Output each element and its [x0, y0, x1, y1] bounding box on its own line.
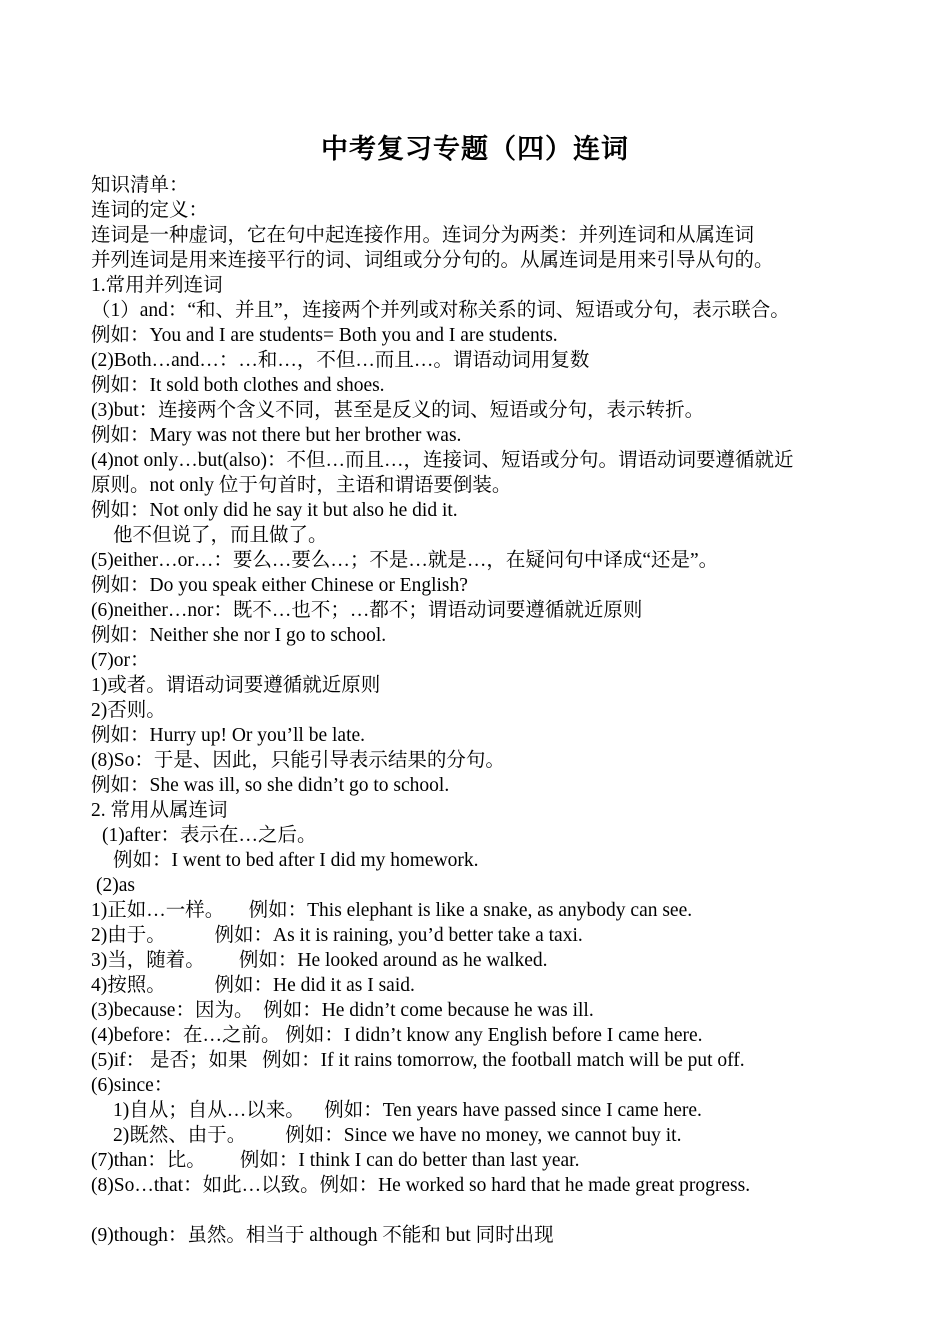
- text-line: 3)当，随着。 例如：He looked around as he walked.: [91, 950, 548, 971]
- text-line: (2)Both…and…：…和…，不但…而且…。谓语动词用复数: [91, 350, 590, 371]
- text-line: (8)So：于是、因此，只能引导表示结果的分句。: [91, 750, 505, 771]
- text-line: (5)if： 是否；如果 例如：If it rains tomorrow, the football match will be put off.: [91, 1050, 745, 1071]
- text-line: (2)as: [96, 875, 135, 896]
- blank-spacer: [91, 1198, 881, 1223]
- example-line: 例如：Hurry up! Or you’ll be late.: [91, 725, 366, 746]
- section-heading-subordinating: 2. 常用从属连词: [91, 800, 228, 821]
- text-line: (5)either…or…：要么…要么…；不是…就是…，在疑问句中译成“还是”。: [91, 550, 719, 571]
- text-line: 2)否则。: [91, 700, 166, 721]
- text-line: 连词是一种虚词，它在句中起连接作用。连词分为两类：并列连词和从属连词: [91, 225, 755, 246]
- text-line: 1)或者。谓语动词要遵循就近原则: [91, 675, 381, 696]
- example-line: 例如：She was ill, so she didn’t go to school.: [91, 775, 450, 796]
- text-line: (7)or：: [91, 650, 150, 671]
- document-title: 中考复习专题（四）连词: [321, 134, 629, 164]
- example-line: 例如：You and I are students= Both you and I are students.: [91, 325, 558, 346]
- text-line: (3)because：因为。 例如：He didn’t come because he was ill.: [91, 1000, 594, 1021]
- example-line: 例如：Neither she nor I go to school.: [91, 625, 387, 646]
- translation-line: 他不但说了，而且做了。: [113, 525, 328, 546]
- text-line: (6)neither…nor：既不…也不；…都不；谓语动词要遵循就近原则: [91, 600, 643, 621]
- example-line: 例如：Mary was not there but her brother was.: [91, 425, 462, 446]
- text-line: (9)though：虽然。相当于 although 不能和 but 同时出现: [91, 1225, 554, 1246]
- text-line: 1)正如…一样。 例如：This elephant is like a snake, as anybody can see.: [91, 900, 693, 921]
- document-body: [91, 173, 881, 1248]
- text-line: (6)since：: [91, 1075, 174, 1096]
- text-line: (4)before：在…之前。 例如：I didn’t know any English before I came here.: [91, 1025, 703, 1046]
- text-line: (1)after：表示在…之后。: [102, 825, 317, 846]
- example-line: 例如：It sold both clothes and shoes.: [91, 375, 385, 396]
- section-heading-knowledge: 知识清单：: [91, 175, 189, 196]
- text-line: 1)自从；自从…以来。 例如：Ten years have passed since I came here.: [113, 1100, 702, 1121]
- example-line: 例如：Do you speak either Chinese or English?: [91, 575, 468, 596]
- text-line: (7)than：比。 例如：I think I can do better than last year.: [91, 1150, 580, 1171]
- text-line: 并列连词是用来连接平行的词、词组或分分句的。从属连词是用来引导从句的。: [91, 250, 774, 271]
- example-line: 例如：I went to bed after I did my homework.: [113, 850, 479, 871]
- example-line: 例如：Not only did he say it but also he did it.: [91, 500, 458, 521]
- text-line: 2)既然、由于。 例如：Since we have no money, we cannot buy it.: [113, 1125, 682, 1146]
- text-line: (4)not only…but(also)：不但…而且…，连接词、短语或分句。谓语动词要遵循就近: [91, 450, 794, 471]
- text-line: 4)按照。 例如：He did it as I said.: [91, 975, 415, 996]
- text-line: (8)So…that：如此…以致。例如：He worked so hard that he made great progress.: [91, 1175, 751, 1196]
- text-line: 2)由于。 例如：As it is raining, you’d better take a taxi.: [91, 925, 583, 946]
- text-line: (3)but：连接两个含义不同，甚至是反义的词、短语或分句，表示转折。: [91, 400, 705, 421]
- section-heading-coordinating: 1.常用并列连词: [91, 275, 223, 296]
- text-line: 原则。not only 位于句首时，主语和谓语要倒装。: [91, 475, 512, 496]
- definition-heading: 连词的定义：: [91, 200, 209, 221]
- text-line: （1）and：“和、并且”，连接两个并列或对称关系的词、短语或分句，表示联合。: [91, 300, 790, 321]
